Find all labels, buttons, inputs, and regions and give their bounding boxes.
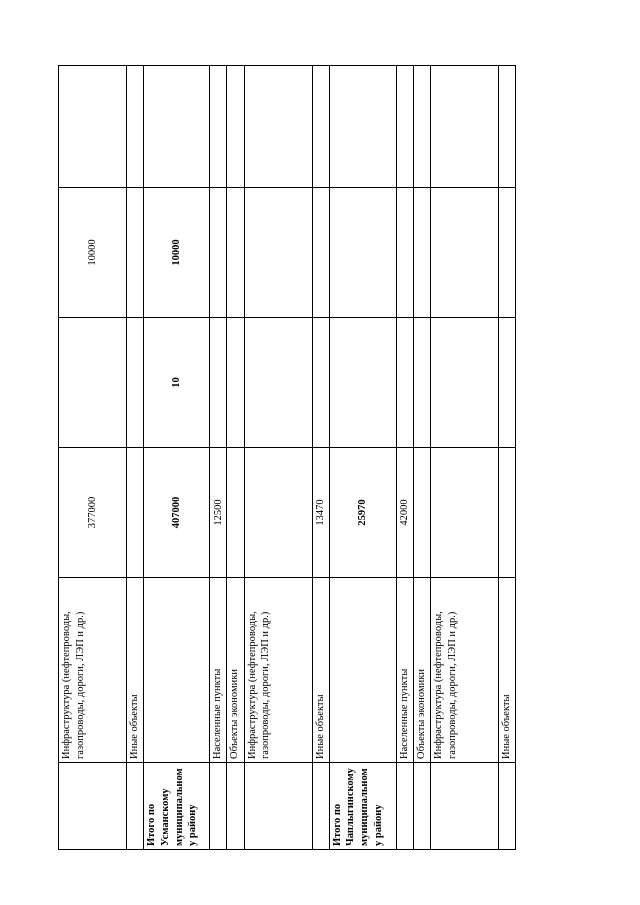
value-cell [227,318,244,448]
value-cell [227,66,244,188]
table-row [499,66,516,850]
table-row [396,66,413,850]
value-cell [329,318,396,448]
object-cell: Иные объекты [499,578,516,763]
object-cell: Объекты экономики [413,578,430,763]
damage-table [58,65,516,850]
object-cell: Инфраструктура (нефтепроводы, газопроводы, дороги, ЛЭП и др.) [59,578,127,763]
value-cell [431,66,499,188]
value-cell [244,318,312,448]
object-cell: Инфраструктура (нефтепроводы, газопроводы, дороги, ЛЭП и др.) [431,578,499,763]
region-cell [244,763,312,850]
value-cell [499,448,516,578]
table-row [244,66,312,850]
value-cell [59,66,127,188]
table-row [59,66,127,850]
value-cell: 407000 [144,448,210,578]
value-cell [312,318,329,448]
table-row [144,66,210,850]
object-cell [144,578,210,763]
region-cell [413,763,430,850]
value-cell [499,188,516,318]
object-cell: Населенные пункты [210,578,227,763]
table-row [329,66,396,850]
object-cell: Населенные пункты [396,578,413,763]
object-cell [329,578,396,763]
value-cell: 25970 [329,448,396,578]
value-cell: 10000 [144,188,210,318]
region-total-cell: Итого по Чаплыгинскому муниципальному району [329,763,396,850]
value-cell [396,318,413,448]
value-cell [413,318,430,448]
value-cell [312,188,329,318]
value-cell [127,188,144,318]
value-cell [431,318,499,448]
value-cell [499,318,516,448]
value-cell [227,448,244,578]
value-cell [244,66,312,188]
value-cell [244,448,312,578]
value-cell [413,188,430,318]
value-cell [499,66,516,188]
value-cell: 42000 [396,448,413,578]
value-cell [127,318,144,448]
value-cell [144,66,210,188]
object-cell: Иные объекты [127,578,144,763]
table-row [210,66,227,850]
table-row [413,66,430,850]
region-cell [499,763,516,850]
value-cell [227,188,244,318]
value-cell: 10 [144,318,210,448]
table-row [127,66,144,850]
value-cell [396,188,413,318]
value-cell [413,66,430,188]
value-cell [244,188,312,318]
value-cell: 12500 [210,448,227,578]
object-cell: Объекты экономики [227,578,244,763]
value-cell [413,448,430,578]
value-cell [127,66,144,188]
region-cell [59,763,127,850]
table-row [312,66,329,850]
value-cell [312,66,329,188]
region-cell [227,763,244,850]
value-cell [329,66,396,188]
value-cell [431,448,499,578]
value-cell [59,318,127,448]
value-cell: 10000 [59,188,127,318]
region-cell [312,763,329,850]
region-cell [127,763,144,850]
object-cell: Инфраструктура (нефтепроводы, газопроводы, дороги, ЛЭП и др.) [244,578,312,763]
value-cell [210,66,227,188]
value-cell: 377000 [59,448,127,578]
value-cell [210,318,227,448]
value-cell [127,448,144,578]
region-cell [431,763,499,850]
table-row [227,66,244,850]
value-cell [431,188,499,318]
table-row [431,66,499,850]
region-total-cell: Итого по Усманскому муниципальному району [144,763,210,850]
region-cell [396,763,413,850]
value-cell: 13470 [312,448,329,578]
region-cell [210,763,227,850]
rotated-table-container [58,66,516,850]
object-cell: Иные объекты [312,578,329,763]
value-cell [210,188,227,318]
value-cell [396,66,413,188]
value-cell [329,188,396,318]
